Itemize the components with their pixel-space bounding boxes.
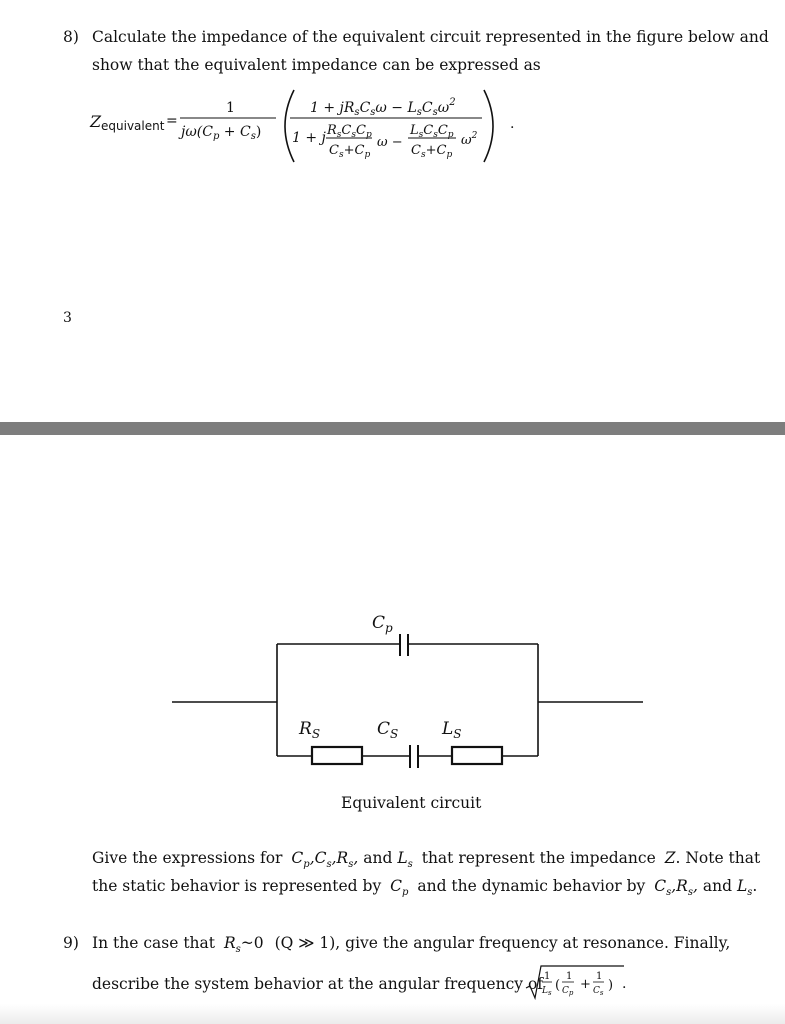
impedance-formula	[80, 84, 540, 168]
equals-sign: =	[166, 113, 178, 129]
question-9-line-1: In the case that $R_s\sim 0$ (Q ≫ 1), give the angular frequency at resonance. Finally,	[92, 934, 731, 956]
inner-frac2-num: 1	[596, 971, 603, 982]
bottom-edge-shadow	[0, 1004, 785, 1024]
den-omega: ω −	[377, 135, 403, 150]
prefactor-numerator: 1	[226, 100, 235, 116]
end-dot: .	[622, 976, 627, 992]
rs-resistor	[312, 747, 362, 764]
denominator-lead: 1 + j	[292, 130, 326, 146]
page-divider	[0, 422, 785, 435]
big-numerator: $1 + jR_sC_s\omega - L_sC_s\omega^2$	[310, 97, 456, 118]
den-frac2-numerator: $L_sC_sC_p$	[410, 123, 454, 140]
right-paren	[484, 90, 493, 162]
left-paren	[285, 90, 294, 162]
ls-label: $L_S$	[442, 719, 462, 741]
outer-frac-num: 1	[544, 971, 551, 982]
page-number: 3	[63, 310, 72, 326]
inner-open-paren: (	[555, 978, 561, 993]
inner-frac1-num: 1	[566, 971, 573, 982]
circuit-caption: Equivalent circuit	[341, 794, 482, 812]
question-8-line-2: show that the equivalent impedance can be expressed as	[92, 56, 541, 74]
question-9-number: 9)	[63, 934, 79, 952]
den-frac1-numerator: $R_sC_sC_p$	[327, 123, 372, 140]
inner-frac2-den: $C_s$	[593, 986, 604, 997]
equivalent-circuit-diagram	[160, 600, 660, 790]
den-frac1-denominator: $C_s+C_p$	[329, 143, 371, 160]
z-symbol: Z	[90, 112, 102, 131]
rs-label: $R_S$	[299, 719, 321, 741]
z-subscript: equivalent	[101, 119, 165, 133]
prefactor-denominator: $j\omega(C_p + C_s)$	[181, 124, 262, 142]
cs-label: $C_S$	[377, 719, 399, 741]
followup-line-1: Give the expressions for $C_p,C_s,R_s$, and $L_s$ that represent the impedance Z. Note that	[92, 849, 761, 871]
den-frac2-denominator: $C_s+C_p$	[411, 143, 453, 160]
question-8-number: 8)	[63, 28, 79, 46]
inner-frac1-den: $C_p$	[562, 986, 574, 997]
followup-line-2: the static behavior is represented by $C_p$ and the dynamic behavior by $C_s,R_s$, and $L_s$.	[92, 877, 758, 899]
outer-frac-den: $L_s$	[542, 986, 552, 997]
den-omega-squared: $\omega^2$	[461, 131, 478, 148]
inner-close-paren: )	[608, 978, 614, 993]
question-9-line-2: describe the system behavior at the angular frequency of	[92, 975, 544, 993]
cp-label: $C_p$	[372, 613, 393, 635]
inner-plus: +	[580, 977, 591, 992]
question-8-line-1: Calculate the impedance of the equivalent circuit represented in the figure below and	[92, 28, 769, 46]
ls-inductor	[452, 747, 502, 764]
resonance-frequency-expression	[524, 962, 634, 1004]
formula-end-dot: .	[510, 116, 515, 132]
